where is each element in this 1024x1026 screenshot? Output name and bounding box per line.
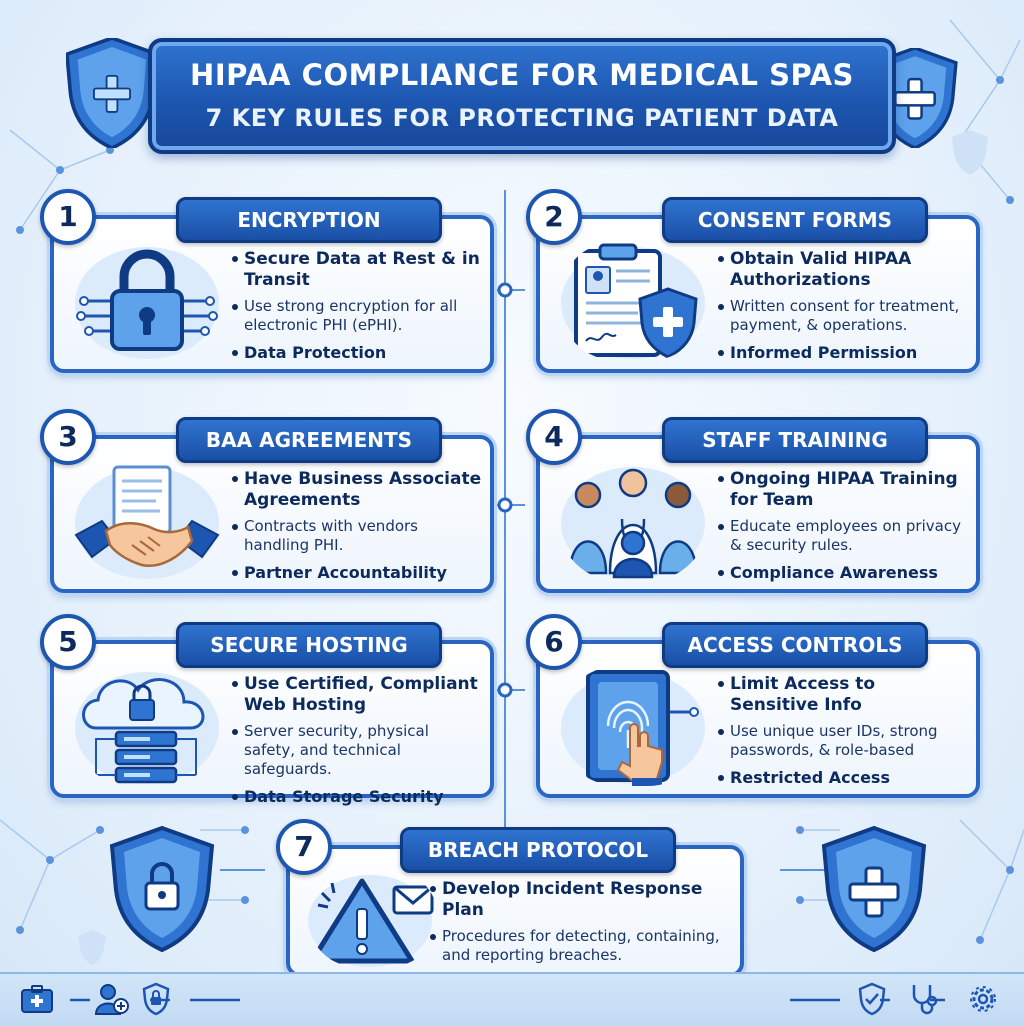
rule-heading: Develop Incident Response Plan [430,879,730,921]
handshake-document-icon [72,461,222,581]
rule-card-access-controls [536,625,980,798]
rule-number: 3 [40,409,96,465]
warning-envelope-icon [308,869,438,967]
rule-heading: Have Business Associate Agreements [232,469,482,511]
rule-number: 1 [40,189,96,245]
rule-title: ENCRYPTION [176,197,442,243]
rule-title: STAFF TRAINING [662,417,928,463]
rule-tag: Data Storage Security [232,787,482,806]
rule-tag: Compliance Awareness [718,563,968,582]
rule-number: 5 [40,614,96,670]
rule-detail: Contracts with vendors handling PHI. [232,517,482,555]
rule-card-baa-agreements [50,420,494,593]
rule-heading: Limit Access to Sensitive Info [718,674,968,716]
rule-detail: Written consent for treatment, payment, & operations. [718,297,968,335]
rule-heading: Ongoing HIPAA Training for Team [718,469,968,511]
fingerprint-scanner-icon [558,666,708,786]
rule-tag: Informed Permission [718,343,968,362]
rule-title: ACCESS CONTROLS [662,622,928,668]
rule-number: 4 [526,409,582,465]
rule-title: SECURE HOSTING [176,622,442,668]
rule-tag: Data Protection [232,343,482,362]
rule-detail: Use strong encryption for all electronic PHI (ePHI). [232,297,482,335]
shield-check-icon [858,982,886,1016]
rule-detail: Use unique user IDs, strong passwords, & role-based [718,722,968,760]
title-banner [148,38,896,154]
page-subtitle: 7 KEY RULES FOR PROTECTING PATIENT DATA [205,104,839,132]
rule-card-staff-training [536,420,980,593]
rule-title: CONSENT FORMS [662,197,928,243]
footer-bar [0,972,1024,1026]
shield-lock-icon [142,982,170,1016]
staff-group-icon [558,461,708,581]
rule-number: 6 [526,614,582,670]
rule-card-breach-protocol [286,830,744,977]
padlock-circuit-icon [72,241,222,361]
stethoscope-icon [908,982,942,1016]
rule-number: 7 [276,819,332,875]
rule-title: BREACH PROTOCOL [400,827,676,873]
rule-card-consent-forms [536,200,980,373]
rule-heading: Use Certified, Compliant Web Hosting [232,674,482,716]
user-add-icon [94,982,130,1016]
rule-detail: Server security, physical safety, and technical safeguards. [232,722,482,779]
shield-plus-icon [66,38,158,148]
rule-card-encryption [50,200,494,373]
rule-heading: Secure Data at Rest & in Transit [232,249,482,291]
rule-heading: Obtain Valid HIPAA Authorizations [718,249,968,291]
page-title: HIPAA COMPLIANCE FOR MEDICAL SPAS [190,58,854,92]
rule-title: BAA AGREEMENTS [176,417,442,463]
shield-lock-icon [112,828,212,950]
rule-card-secure-hosting [50,625,494,806]
shield-plus-icon [824,828,924,950]
rule-number: 2 [526,189,582,245]
rule-detail: Educate employees on privacy & security rules. [718,517,968,555]
rule-tag: Partner Accountability [232,563,482,582]
rule-tag: Restricted Access [718,768,968,787]
medical-kit-icon [20,984,54,1014]
gear-icon [966,982,1000,1016]
cloud-server-icon [72,666,222,786]
rule-detail: Procedures for detecting, containing, and reporting breaches. [430,927,730,965]
clipboard-shield-icon [558,241,708,361]
